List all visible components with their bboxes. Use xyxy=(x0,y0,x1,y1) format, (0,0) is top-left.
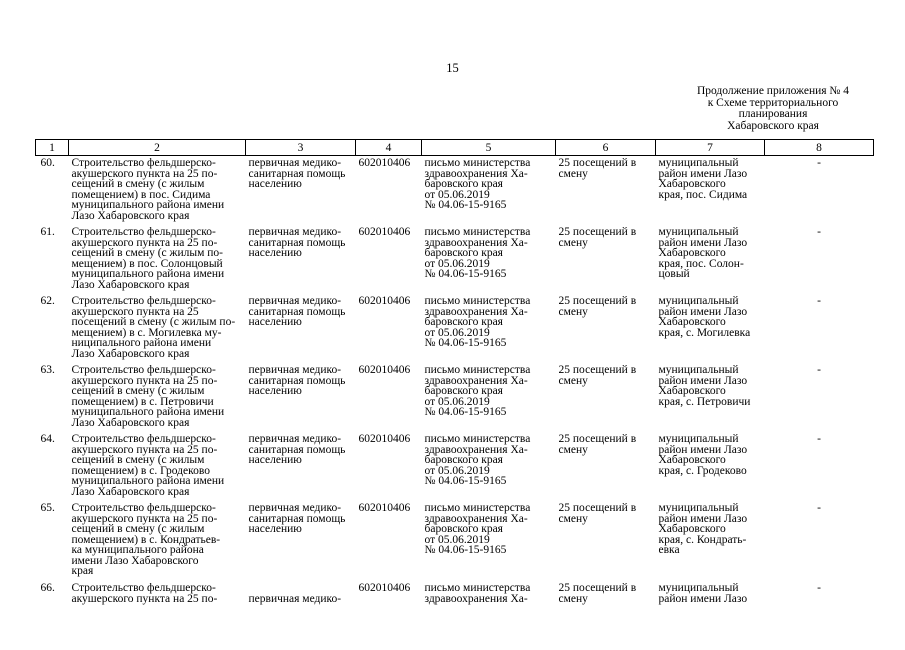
cell-line: 25 посещений в xyxy=(559,365,653,376)
cell-line: № 04.06-15-9165 xyxy=(425,407,553,418)
table-row xyxy=(36,294,874,363)
cell-line: здравоохранения Ха- xyxy=(425,307,553,318)
cell-line: здравоохранения Ха- xyxy=(425,594,553,605)
cell-line: от 05.06.2019 xyxy=(425,466,553,477)
cell-line: акушерского пункта на 25 по- xyxy=(72,445,243,456)
cell-line: сещений в смену (с жилым по- xyxy=(72,248,243,259)
cell-line xyxy=(249,583,353,594)
cell-line: район имени Лазо xyxy=(659,376,762,387)
cell-line: муниципального района имени xyxy=(72,200,243,211)
capacity-cell xyxy=(556,432,656,501)
cell-line: акушерского пункта на 25 по- xyxy=(72,514,243,525)
capacity-cell xyxy=(556,225,656,294)
cell-line: письмо министерства xyxy=(425,583,553,594)
row-number-cell: 63. xyxy=(36,363,69,432)
cell-line: имени Лазо Хабаровского xyxy=(72,556,243,567)
cell-line: края xyxy=(72,566,243,577)
cell-line: санитарная помощь xyxy=(249,238,353,249)
cell-line: здравоохранения Ха- xyxy=(425,445,553,456)
column-header: 3 xyxy=(246,140,356,156)
cell-line: акушерского пункта на 25 по- xyxy=(72,238,243,249)
cell-line: здравоохранения Ха- xyxy=(425,238,553,249)
note-cell: - xyxy=(765,294,874,363)
location-cell xyxy=(656,294,765,363)
cell-line: Лазо Хабаровского края xyxy=(72,418,243,429)
cell-line: акушерского пункта на 25 по- xyxy=(72,594,243,605)
column-header: 2 xyxy=(69,140,246,156)
cell-line: Строительство фельдшерско- xyxy=(72,158,243,169)
table-row xyxy=(36,501,874,581)
location-cell xyxy=(656,156,765,226)
cell-line: муниципального района имени xyxy=(72,269,243,280)
row-number-cell: 64. xyxy=(36,432,69,501)
cell-line: Хабаровского xyxy=(659,317,762,328)
cell-line: смену xyxy=(559,445,653,456)
cell-line: муниципальный xyxy=(659,158,762,169)
cell-line: сещений в смену (с жилым xyxy=(72,524,243,535)
cell-line: 25 посещений в xyxy=(559,296,653,307)
cell-line: смену xyxy=(559,594,653,605)
cell-line: акушерского пункта на 25 xyxy=(72,307,243,318)
cell-line: первичная медико- xyxy=(249,434,353,445)
capacity-cell xyxy=(556,156,656,226)
basis-cell xyxy=(422,363,556,432)
location-cell xyxy=(656,225,765,294)
cell-line: район имени Лазо xyxy=(659,445,762,456)
capacity-cell xyxy=(556,363,656,432)
note-cell: - xyxy=(765,432,874,501)
facilities-table xyxy=(35,139,874,650)
cell-line: края, с. Кондрать- xyxy=(659,535,762,546)
cell-line: края, с. Петровичи xyxy=(659,397,762,408)
cell-line: письмо министерства xyxy=(425,365,553,376)
note-cell: - xyxy=(765,363,874,432)
cell-line: помещением) в с. Петровичи xyxy=(72,397,243,408)
cell-line: населению xyxy=(249,524,353,535)
table-row xyxy=(36,363,874,432)
code-cell: 602010406 xyxy=(356,581,422,650)
cell-line: населению xyxy=(249,386,353,397)
cell-line: населению xyxy=(249,248,353,259)
code-cell: 602010406 xyxy=(356,225,422,294)
cell-line: мещением) в пос. Солонцовый xyxy=(72,259,243,270)
cell-line: Лазо Хабаровского края xyxy=(72,280,243,291)
cell-line: от 05.06.2019 xyxy=(425,190,553,201)
object-name-cell xyxy=(69,363,246,432)
cell-line: муниципальный xyxy=(659,434,762,445)
row-number-cell: 61. xyxy=(36,225,69,294)
appendix-continuation-caption xyxy=(668,86,878,132)
cell-line: санитарная помощь xyxy=(249,169,353,180)
cell-line: смену xyxy=(559,238,653,249)
cell-line: 25 посещений в xyxy=(559,503,653,514)
cell-line: Строительство фельдшерско- xyxy=(72,365,243,376)
cell-line: населению xyxy=(249,179,353,190)
cell-line: баровского края xyxy=(425,386,553,397)
cell-line: баровского края xyxy=(425,179,553,190)
cell-line: санитарная помощь xyxy=(249,307,353,318)
cell-line: сещений в смену (с жилым xyxy=(72,179,243,190)
cell-line: населению xyxy=(249,455,353,466)
cell-line: санитарная помощь xyxy=(249,376,353,387)
cell-line: смену xyxy=(559,307,653,318)
cell-line: баровского края xyxy=(425,455,553,466)
cell-line: акушерского пункта на 25 по- xyxy=(72,376,243,387)
cell-line: первичная медико- xyxy=(249,365,353,376)
cell-line: Хабаровского xyxy=(659,248,762,259)
cell-line: баровского края xyxy=(425,317,553,328)
cell-line: Лазо Хабаровского края xyxy=(72,487,243,498)
cell-line: края, с. Гродеково xyxy=(659,466,762,477)
purpose-cell xyxy=(246,156,356,226)
cell-line: смену xyxy=(559,376,653,387)
cell-line: первичная медико- xyxy=(249,503,353,514)
cell-line: первичная медико- xyxy=(249,227,353,238)
capacity-cell xyxy=(556,294,656,363)
cell-line: Лазо Хабаровского края xyxy=(72,349,243,360)
cell-line: баровского края xyxy=(425,524,553,535)
cell-line: Строительство фельдшерско- xyxy=(72,583,243,594)
cell-line: 25 посещений в xyxy=(559,227,653,238)
cell-line: акушерского пункта на 25 по- xyxy=(72,169,243,180)
cell-line: помещением) в с. Кондратьев- xyxy=(72,535,243,546)
cell-line: письмо министерства xyxy=(425,296,553,307)
purpose-cell xyxy=(246,294,356,363)
cell-line: Строительство фельдшерско- xyxy=(72,296,243,307)
cell-line: Хабаровского xyxy=(659,179,762,190)
cell-line: № 04.06-15-9165 xyxy=(425,476,553,487)
basis-cell xyxy=(422,432,556,501)
cell-line: письмо министерства xyxy=(425,503,553,514)
cell-line: края, с. Могилевка xyxy=(659,328,762,339)
table-row xyxy=(36,432,874,501)
cell-line: баровского края xyxy=(425,248,553,259)
cell-line: муниципальный xyxy=(659,503,762,514)
cell-line: муниципальный xyxy=(659,365,762,376)
code-cell: 602010406 xyxy=(356,432,422,501)
caption-line: Продолжение приложения № 4 xyxy=(668,86,878,98)
cell-line: населению xyxy=(249,317,353,328)
cell-line: смену xyxy=(559,169,653,180)
cell-line: район имени Лазо xyxy=(659,307,762,318)
cell-line: район имени Лазо xyxy=(659,238,762,249)
page-number: 15 xyxy=(0,61,905,76)
cell-line: муниципального района имени xyxy=(72,407,243,418)
cell-line: помещением) в с. Гродеково xyxy=(72,466,243,477)
cell-line: первичная медико- xyxy=(249,158,353,169)
object-name-cell xyxy=(69,432,246,501)
table-row xyxy=(36,225,874,294)
table-row xyxy=(36,156,874,226)
column-header: 4 xyxy=(356,140,422,156)
purpose-cell xyxy=(246,432,356,501)
cell-line: сещений в смену (с жилым xyxy=(72,386,243,397)
cell-line: район имени Лазо xyxy=(659,169,762,180)
cell-line: письмо министерства xyxy=(425,158,553,169)
purpose-cell xyxy=(246,363,356,432)
cell-line: ка муниципального района xyxy=(72,545,243,556)
cell-line: 25 посещений в xyxy=(559,158,653,169)
code-cell: 602010406 xyxy=(356,294,422,363)
code-cell: 602010406 xyxy=(356,363,422,432)
cell-line: здравоохранения Ха- xyxy=(425,376,553,387)
note-cell: - xyxy=(765,156,874,226)
column-header: 5 xyxy=(422,140,556,156)
cell-line: письмо министерства xyxy=(425,227,553,238)
cell-line: 25 посещений в xyxy=(559,434,653,445)
cell-line: ниципального района имени xyxy=(72,338,243,349)
column-header: 8 xyxy=(765,140,874,156)
cell-line: от 05.06.2019 xyxy=(425,535,553,546)
column-header: 6 xyxy=(556,140,656,156)
note-cell: - xyxy=(765,581,874,650)
cell-line: помещением) в пос. Сидима xyxy=(72,190,243,201)
cell-line: № 04.06-15-9165 xyxy=(425,200,553,211)
cell-line: евка xyxy=(659,545,762,556)
caption-line: к Схеме территориального xyxy=(668,98,878,110)
cell-line: Хабаровского xyxy=(659,524,762,535)
cell-line: здравоохранения Ха- xyxy=(425,514,553,525)
object-name-cell xyxy=(69,156,246,226)
cell-line: письмо министерства xyxy=(425,434,553,445)
purpose-cell xyxy=(246,225,356,294)
cell-line: первичная медико- xyxy=(249,296,353,307)
basis-cell xyxy=(422,501,556,581)
cell-line: посещений в смену (с жилым по- xyxy=(72,317,243,328)
caption-line: планирования xyxy=(668,109,878,121)
cell-line: края, пос. Сидима xyxy=(659,190,762,201)
cell-line: 25 посещений в xyxy=(559,583,653,594)
cell-line: район имени Лазо xyxy=(659,514,762,525)
cell-line: муниципальный xyxy=(659,227,762,238)
row-number-cell: 66. xyxy=(36,581,69,650)
basis-cell xyxy=(422,225,556,294)
cell-line: мещением) в с. Могилевка му- xyxy=(72,328,243,339)
code-cell: 602010406 xyxy=(356,501,422,581)
location-cell xyxy=(656,501,765,581)
cell-line: от 05.06.2019 xyxy=(425,397,553,408)
cell-line: Лазо Хабаровского края xyxy=(72,211,243,222)
cell-line: Строительство фельдшерско- xyxy=(72,503,243,514)
cell-line: Хабаровского xyxy=(659,386,762,397)
cell-line: № 04.06-15-9165 xyxy=(425,545,553,556)
note-cell: - xyxy=(765,225,874,294)
cell-line: сещений в смену (с жилым xyxy=(72,455,243,466)
note-cell: - xyxy=(765,501,874,581)
cell-line: первичная медико- xyxy=(249,594,353,605)
table-body xyxy=(36,156,874,650)
cell-line: Строительство фельдшерско- xyxy=(72,227,243,238)
basis-cell xyxy=(422,156,556,226)
cell-line: санитарная помощь xyxy=(249,445,353,456)
basis-cell xyxy=(422,294,556,363)
cell-line: края, пос. Солон- xyxy=(659,259,762,270)
row-number-cell: 60. xyxy=(36,156,69,226)
cell-line: район имени Лазо xyxy=(659,594,762,605)
object-name-cell xyxy=(69,294,246,363)
cell-line: санитарная помощь xyxy=(249,514,353,525)
cell-line: муниципальный xyxy=(659,583,762,594)
purpose-cell xyxy=(246,501,356,581)
cell-line: от 05.06.2019 xyxy=(425,259,553,270)
location-cell xyxy=(656,363,765,432)
location-cell xyxy=(656,432,765,501)
caption-line: Хабаровского края xyxy=(668,121,878,133)
column-header: 7 xyxy=(656,140,765,156)
cell-line: смену xyxy=(559,514,653,525)
cell-line: муниципальный xyxy=(659,296,762,307)
cell-line: муниципального района имени xyxy=(72,476,243,487)
row-number-cell: 62. xyxy=(36,294,69,363)
cell-line: от 05.06.2019 xyxy=(425,328,553,339)
row-number-cell: 65. xyxy=(36,501,69,581)
capacity-cell xyxy=(556,501,656,581)
cell-line: цовый xyxy=(659,269,762,280)
header-row xyxy=(36,140,874,156)
cell-line: Строительство фельдшерско- xyxy=(72,434,243,445)
cell-line: здравоохранения Ха- xyxy=(425,169,553,180)
cell-line: № 04.06-15-9165 xyxy=(425,269,553,280)
code-cell: 602010406 xyxy=(356,156,422,226)
cell-line: Хабаровского xyxy=(659,455,762,466)
object-name-cell xyxy=(69,501,246,581)
column-header: 1 xyxy=(36,140,69,156)
object-name-cell xyxy=(69,225,246,294)
cell-line: № 04.06-15-9165 xyxy=(425,338,553,349)
